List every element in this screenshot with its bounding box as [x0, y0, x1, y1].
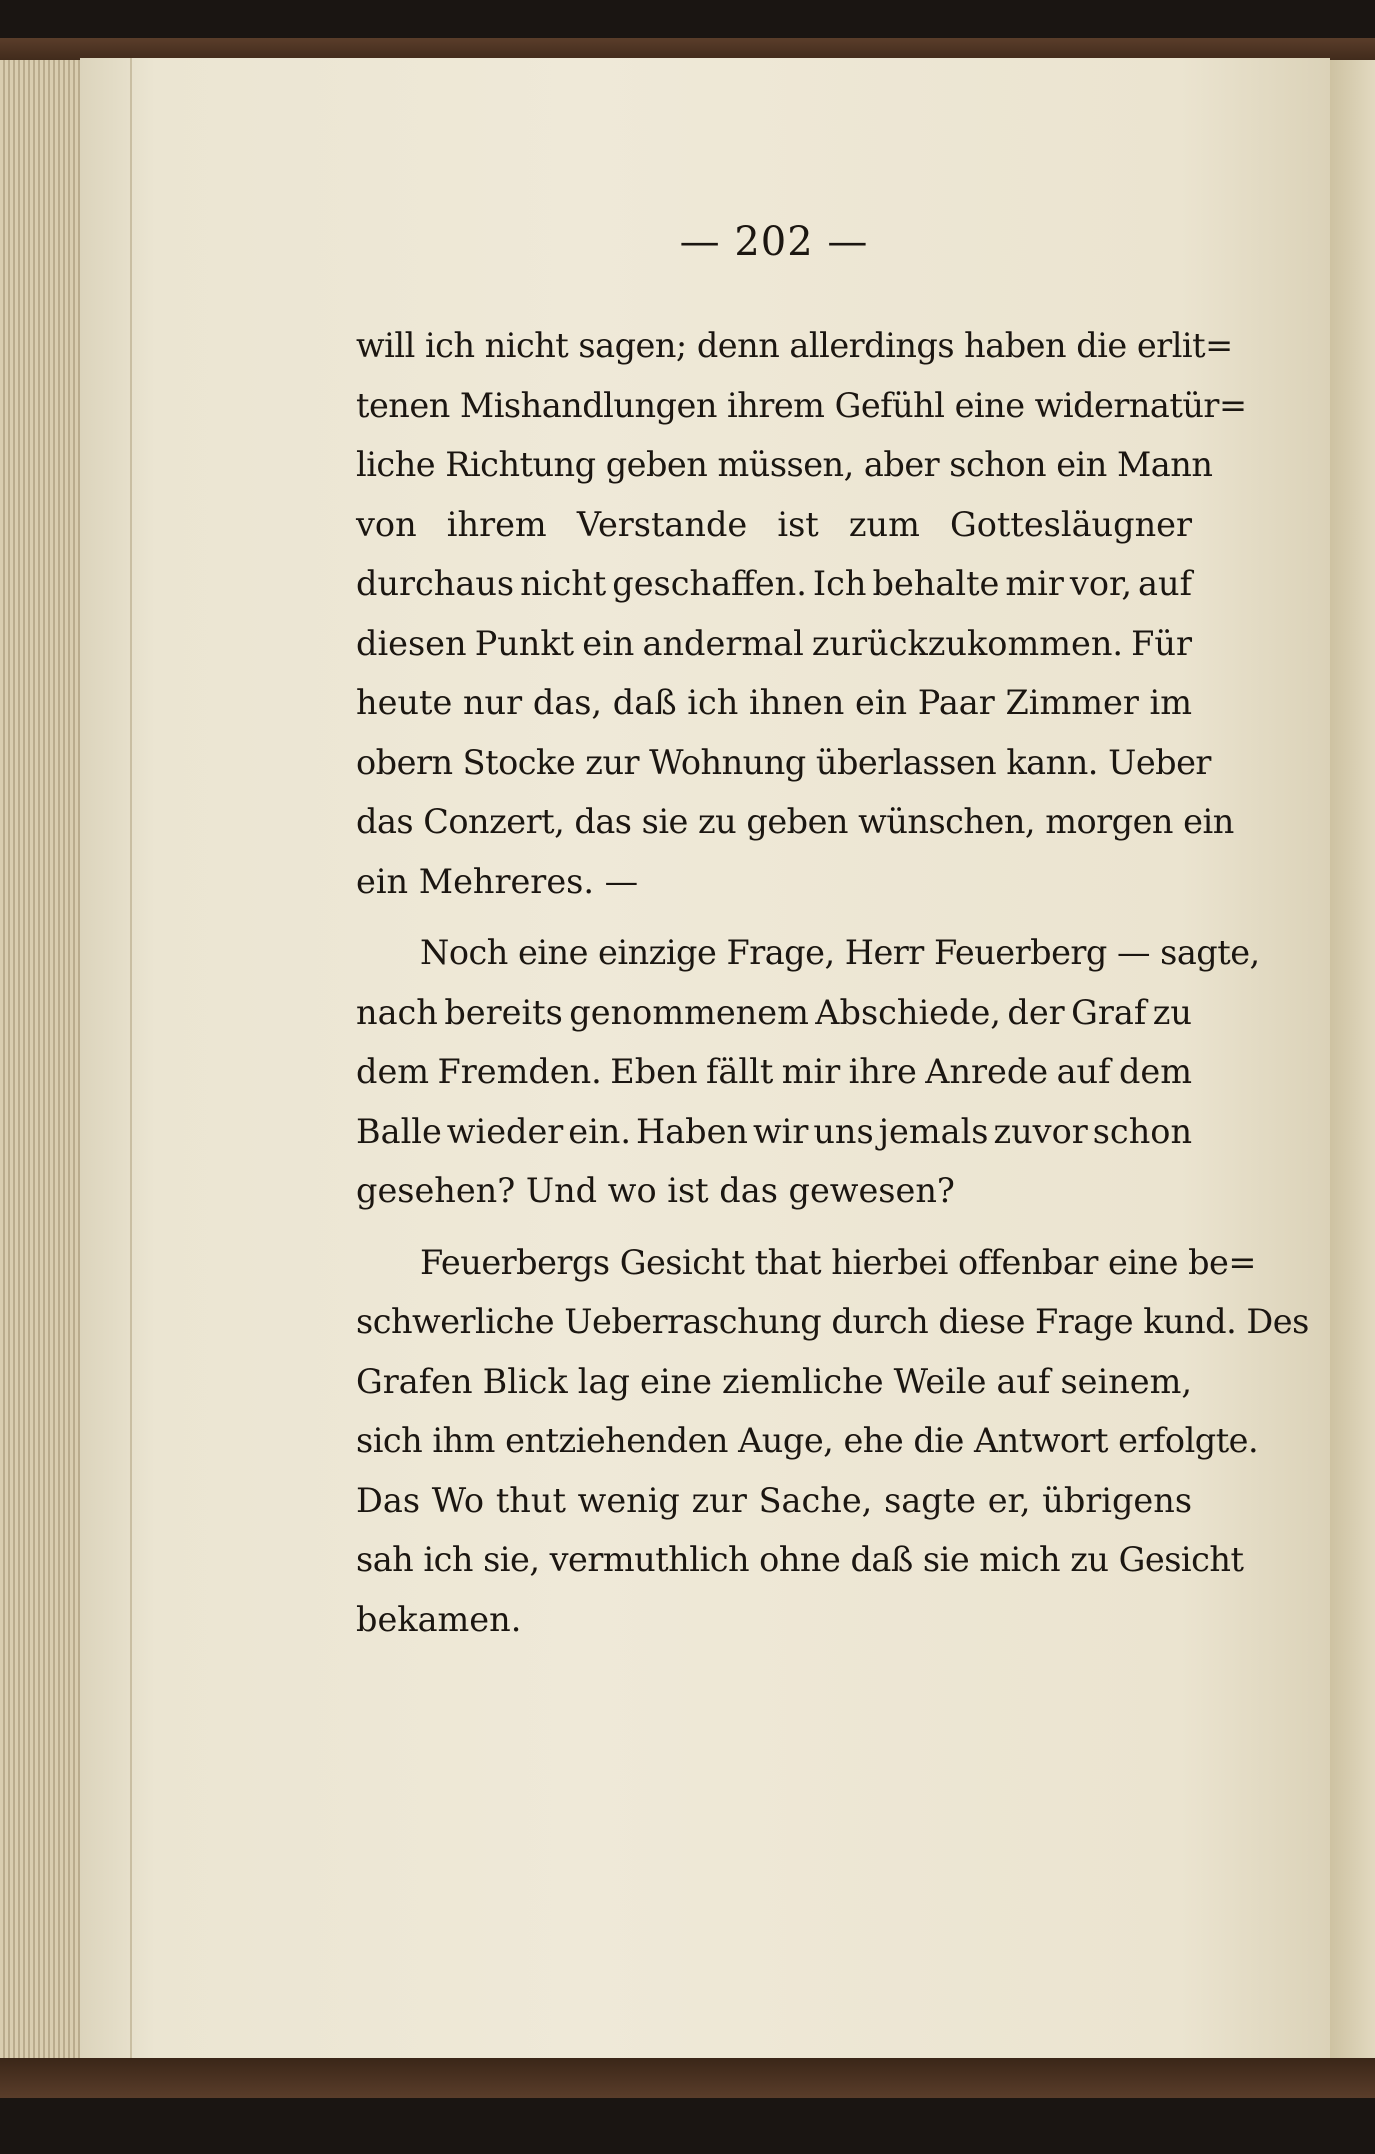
text-line: ein Mehreres. —	[356, 861, 639, 901]
page-gutter-line	[130, 58, 132, 2064]
text-line: obern Stocke zur Wohnung überlassen kann. Ueber	[356, 742, 1211, 782]
text-line: Balle wieder ein. Haben wir uns jemals zuvor schon	[356, 1111, 1193, 1151]
page-text-block	[356, 200, 1309, 1649]
paragraph-1	[356, 316, 1247, 911]
text-line: sah ich sie, vermuthlich ohne daß sie mich zu Gesicht	[356, 1540, 1244, 1579]
text-line: heute nur das, daß ich ihnen ein Paar Zimmer im	[356, 683, 1193, 722]
page-stack-edge	[0, 60, 80, 2058]
text-line: Grafen Blick lag eine ziemliche Weile auf seinem,	[356, 1361, 1193, 1401]
text-line: diesen Punkt ein andermal zurückzukommen. Für	[356, 623, 1193, 663]
text-line: liche Richtung geben müssen, aber schon ein Mann	[356, 445, 1213, 484]
text-line: Noch eine einzige Frage, Herr Feuerberg — sagte,	[420, 933, 1260, 972]
text-line: Das Wo thut wenig zur Sache, sagte er, übrigens	[356, 1480, 1193, 1520]
text-line: will ich nicht sagen; denn allerdings haben die erlit=	[356, 326, 1233, 365]
text-line: das Conzert, das sie zu geben wünschen, morgen ein	[356, 802, 1234, 841]
text-line: tenen Mishandlungen ihrem Gefühl eine widernatür=	[356, 385, 1247, 425]
text-line: schwerliche Ueberraschung durch diese Frage kund. Des	[356, 1302, 1309, 1341]
text-line: dem Fremden. Eben fällt mir ihre Anrede auf dem	[356, 1052, 1193, 1091]
text-line: gesehen? Und wo ist das gewesen?	[356, 1171, 955, 1210]
page-number: — 202 —	[679, 219, 869, 265]
paragraph-3	[356, 1233, 1309, 1650]
paragraph-2	[356, 923, 1260, 1221]
book-cover-bottom-edge	[0, 2058, 1375, 2098]
text-line: durchaus nicht geschaffen. Ich behalte mir vor, auf	[356, 564, 1192, 603]
text-line: von ihrem Verstande ist zum Gottesläugner	[356, 504, 1192, 544]
text-line: Feuerbergs Gesicht that hierbei offenbar eine be=	[420, 1242, 1256, 1282]
text-line: nach bereits genommenem Abschiede, der Graf zu	[356, 992, 1192, 1032]
text-line: sich ihm entziehenden Auge, ehe die Antwort erfolgte.	[356, 1421, 1259, 1460]
text-line: bekamen.	[356, 1599, 522, 1639]
